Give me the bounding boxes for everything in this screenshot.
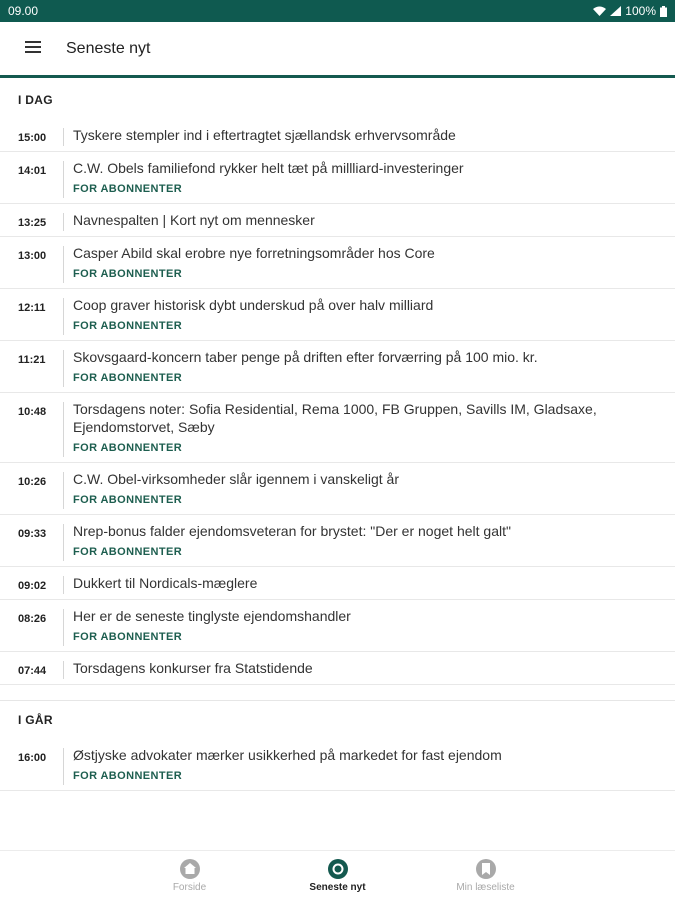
status-icons xyxy=(593,4,667,18)
news-time: 10:26 xyxy=(0,470,64,507)
news-title: Nrep-bonus falder ejendomsveteran for brystet: "Der er noget helt galt" xyxy=(73,523,511,539)
news-time: 09:33 xyxy=(0,522,64,559)
news-item[interactable] xyxy=(0,289,675,341)
news-time: 14:01 xyxy=(0,159,64,196)
news-body xyxy=(64,126,675,144)
nav-forside[interactable] xyxy=(116,851,264,900)
nav-seneste-nyt[interactable] xyxy=(264,851,412,900)
battery-icon xyxy=(660,6,667,17)
news-title: Østjyske advokater mærker usikkerhed på markedet for fast ejendom xyxy=(73,747,502,763)
news-body xyxy=(64,159,675,196)
news-time: 15:00 xyxy=(0,126,64,144)
news-time: 12:11 xyxy=(0,296,64,333)
app-bar xyxy=(0,22,675,78)
news-time: 09:02 xyxy=(0,574,64,592)
nav-label: Min læseliste xyxy=(456,881,515,893)
signal-icon xyxy=(610,6,621,16)
news-time: 08:26 xyxy=(0,607,64,644)
clock-icon xyxy=(328,859,348,879)
news-body xyxy=(64,574,675,592)
section-divider xyxy=(0,685,675,701)
section-header: I GÅR xyxy=(18,713,53,727)
status-bar xyxy=(0,0,675,22)
news-item[interactable] xyxy=(0,204,675,237)
news-time: 13:25 xyxy=(0,211,64,229)
news-time: 10:48 xyxy=(0,400,64,455)
news-body xyxy=(64,348,675,385)
hamburger-menu-icon xyxy=(25,40,41,58)
subscriber-badge: FOR ABONNENTER xyxy=(73,442,183,454)
subscriber-badge: FOR ABONNENTER xyxy=(73,372,183,384)
news-item[interactable] xyxy=(0,341,675,393)
subscriber-badge: FOR ABONNENTER xyxy=(73,770,183,782)
news-body xyxy=(64,607,675,644)
news-time: 16:00 xyxy=(0,746,64,783)
nav-min-laeseliste[interactable] xyxy=(412,851,560,900)
bookmark-icon xyxy=(476,859,496,879)
news-title: Dukkert til Nordicals-mæglere xyxy=(73,575,258,591)
nav-label: Seneste nyt xyxy=(309,881,366,893)
status-time: 09.00 xyxy=(8,4,39,18)
section-header: I DAG xyxy=(18,93,53,107)
news-title: C.W. Obel-virksomheder slår igennem i vanskeligt år xyxy=(73,471,400,487)
news-title: Torsdagens konkurser fra Statstidende xyxy=(73,660,313,676)
news-title: Tyskere stempler ind i eftertragtet sjællandsk erhvervsområde xyxy=(73,127,456,143)
news-time: 13:00 xyxy=(0,244,64,281)
news-body xyxy=(64,746,675,783)
news-item[interactable] xyxy=(0,463,675,515)
subscriber-badge: FOR ABONNENTER xyxy=(73,494,183,506)
news-item[interactable] xyxy=(0,119,675,152)
news-item[interactable] xyxy=(0,393,675,463)
news-item[interactable] xyxy=(0,567,675,600)
subscriber-badge: FOR ABONNENTER xyxy=(73,183,183,195)
bottom-navigation xyxy=(0,850,675,900)
news-title: Skovsgaard-koncern taber penge på driften efter forværring på 100 mio. kr. xyxy=(73,349,538,365)
news-body xyxy=(64,244,675,281)
news-item[interactable] xyxy=(0,515,675,567)
news-time: 11:21 xyxy=(0,348,64,385)
subscriber-badge: FOR ABONNENTER xyxy=(73,631,183,643)
news-body xyxy=(64,400,675,455)
section-today xyxy=(0,81,675,701)
news-title: Her er de seneste tinglyste ejendomshandler xyxy=(73,608,351,624)
news-title: Torsdagens noter: Sofia Residential, Rema 1000, FB Gruppen, Savills IM, Gladsaxe, Ejendomstorvet, Sæby xyxy=(73,401,597,435)
news-body xyxy=(64,659,675,677)
news-body xyxy=(64,296,675,333)
page-title: Seneste nyt xyxy=(66,39,151,57)
news-item[interactable] xyxy=(0,152,675,204)
news-time: 07:44 xyxy=(0,659,64,677)
subscriber-badge: FOR ABONNENTER xyxy=(73,268,183,280)
news-list[interactable] xyxy=(0,81,675,850)
menu-button[interactable] xyxy=(0,21,66,77)
home-icon xyxy=(180,859,200,879)
news-body xyxy=(64,470,675,507)
news-title: Navnespalten | Kort nyt om mennesker xyxy=(73,212,315,228)
news-item[interactable] xyxy=(0,739,675,791)
wifi-icon xyxy=(593,6,606,16)
news-body xyxy=(64,522,675,559)
battery-percent: 100% xyxy=(625,4,656,18)
subscriber-badge: FOR ABONNENTER xyxy=(73,546,183,558)
nav-label: Forside xyxy=(172,881,207,893)
news-body xyxy=(64,211,675,229)
news-title: C.W. Obels familiefond rykker helt tæt på millliard-investeringer xyxy=(73,160,464,176)
news-title: Coop graver historisk dybt underskud på over halv milliard xyxy=(73,297,434,313)
news-title: Casper Abild skal erobre nye forretningsområder hos Core xyxy=(73,245,435,261)
news-item[interactable] xyxy=(0,652,675,685)
subscriber-badge: FOR ABONNENTER xyxy=(73,320,183,332)
news-item[interactable] xyxy=(0,600,675,652)
section-yesterday xyxy=(0,701,675,791)
news-item[interactable] xyxy=(0,237,675,289)
